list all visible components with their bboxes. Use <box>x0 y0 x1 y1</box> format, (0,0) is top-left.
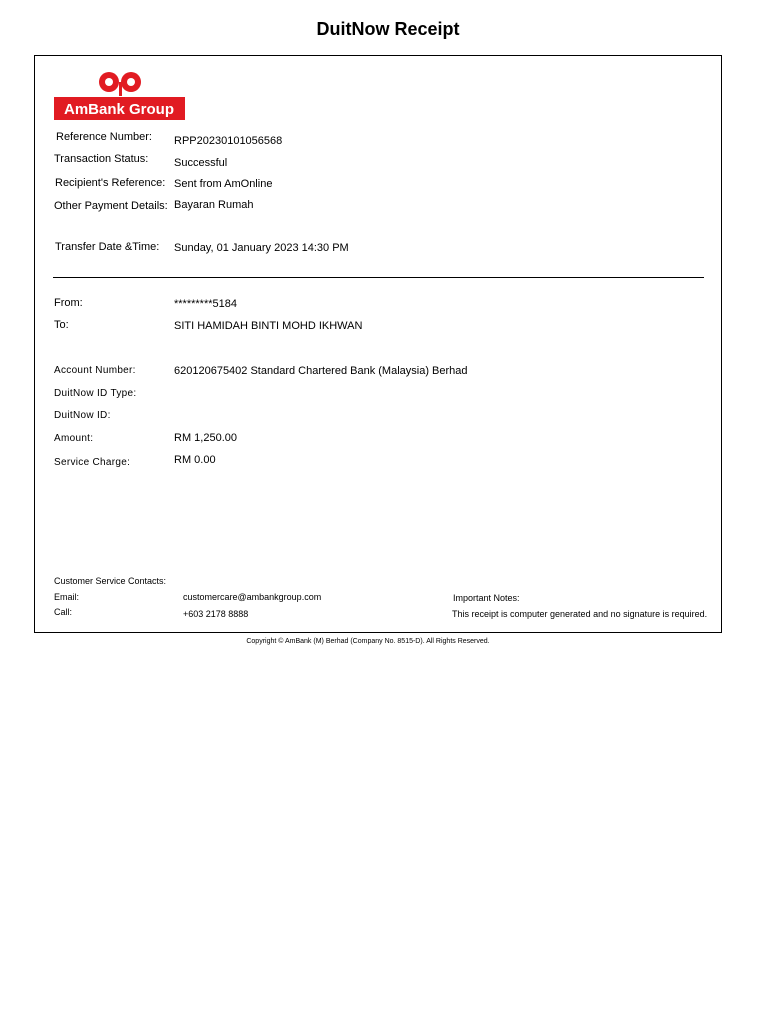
other-payment-details-value: Bayaran Rumah <box>174 199 254 211</box>
ambank-mark-icon <box>98 68 142 96</box>
call-label: Call: <box>54 607 73 617</box>
duitnow-id-type-label: DuitNow ID Type: <box>54 388 137 399</box>
service-charge-value: RM 0.00 <box>174 454 216 466</box>
recipient-reference-value: Sent from AmOnline <box>174 178 273 190</box>
brand-name: AmBank Group <box>63 101 175 118</box>
transaction-status-value: Successful <box>174 157 228 169</box>
to-label: To: <box>54 319 69 331</box>
copyright-notice: Copyright © AmBank (M) Berhad (Company No. 8515-D). All Rights Reserved. <box>246 638 490 645</box>
section-divider <box>53 277 704 278</box>
ambank-wordmark <box>54 97 185 120</box>
account-number-label: Account Number: <box>54 365 136 376</box>
account-number-value: 620120675402 Standard Chartered Bank (Malaysia) Berhad <box>174 365 468 377</box>
email-link[interactable]: customercare@ambankgroup.com <box>183 592 322 602</box>
amount-value: RM 1,250.00 <box>174 432 237 444</box>
transaction-status-label: Transaction Status: <box>54 153 149 165</box>
reference-number-label: Reference Number: <box>56 131 152 143</box>
from-value: *********5184 <box>174 298 237 310</box>
logo-wordmark-bar <box>54 97 185 120</box>
to-value: SITI HAMIDAH BINTI MOHD IKHWAN <box>174 320 363 332</box>
service-charge-label: Service Charge: <box>54 457 131 468</box>
email-label: Email: <box>54 592 80 602</box>
ambank-logo <box>54 68 186 120</box>
important-notes-text: This receipt is computer generated and no signature is required. <box>452 609 708 619</box>
duitnow-id-label: DuitNow ID: <box>54 410 111 421</box>
recipient-reference-label: Recipient's Reference: <box>55 177 166 189</box>
customer-service-heading: Customer Service Contacts: <box>54 576 167 586</box>
call-number[interactable]: +603 2178 8888 <box>183 609 249 619</box>
transfer-datetime-label: Transfer Date &Time: <box>55 241 160 253</box>
important-notes-heading: Important Notes: <box>453 593 520 603</box>
from-label: From: <box>54 297 83 309</box>
other-payment-details-label: Other Payment Details: <box>54 200 168 212</box>
receipt-box <box>34 55 722 633</box>
transfer-datetime-value: Sunday, 01 January 2023 14:30 PM <box>174 242 349 254</box>
reference-number-value: RPP20230101056568 <box>174 135 283 147</box>
receipt-title: DuitNow Receipt <box>316 19 460 39</box>
amount-label: Amount: <box>54 433 94 444</box>
